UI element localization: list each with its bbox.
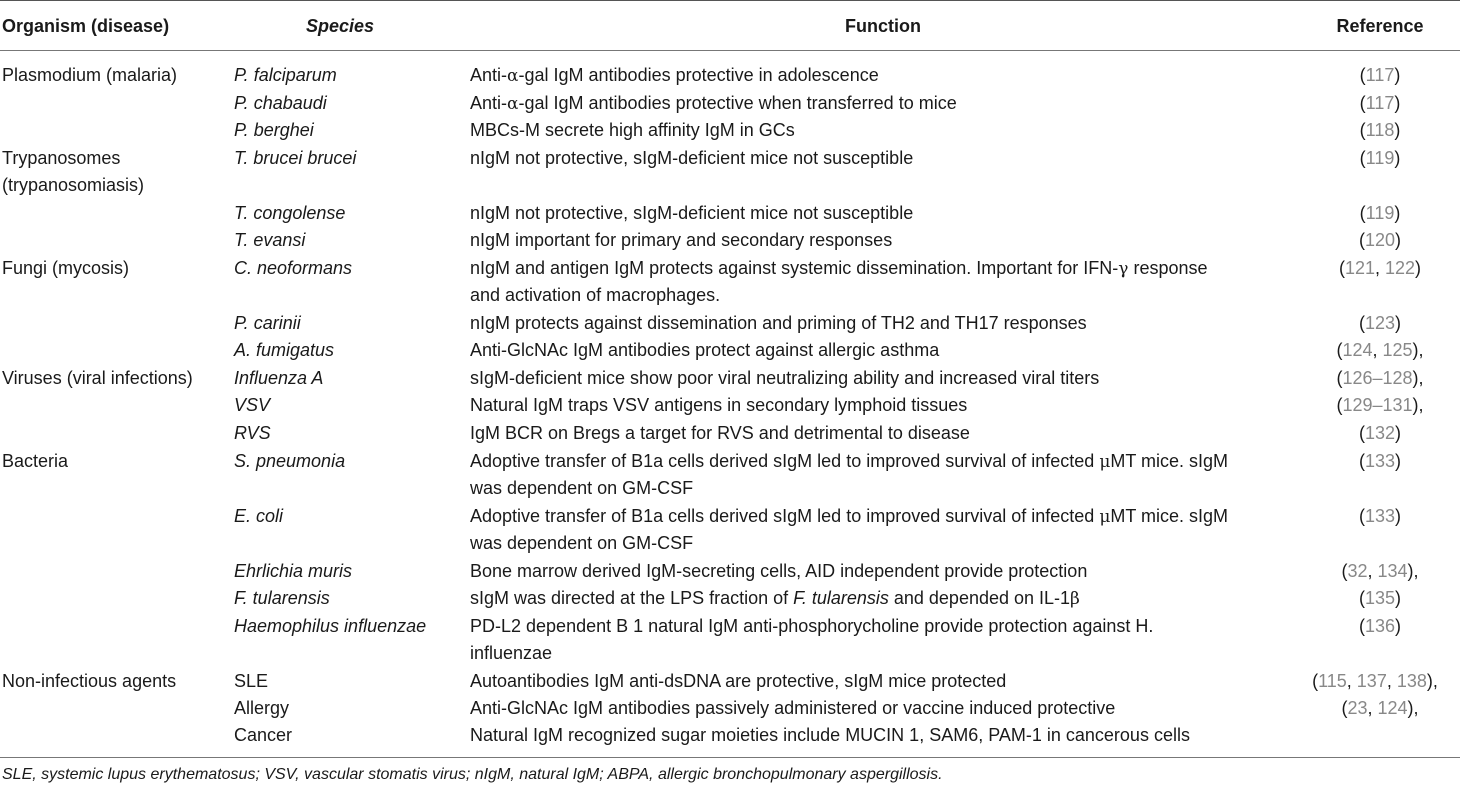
function-cell: nIgM important for primary and secondary responses (470, 230, 893, 250)
function-cell: nIgM protects against dissemination and priming of TH2 and TH17 responses (470, 313, 1087, 333)
species-cell: P. chabaudi (234, 93, 327, 113)
organism-cell: Plasmodium (malaria) (2, 65, 178, 85)
reference-cell: (118) (1359, 120, 1401, 140)
reference-link[interactable]: 120 (1364, 230, 1396, 250)
reference-cell: (32, 134), (1341, 561, 1419, 581)
organism-cell: Trypanosomes (2, 148, 121, 168)
species-cell: F. tularensis (234, 588, 330, 608)
reference-cell: (121, 122) (1338, 258, 1422, 278)
reference-link[interactable]: 122 (1385, 258, 1416, 278)
function-cell: Bone marrow derived IgM-secreting cells, AID independent provide protection (470, 561, 1088, 581)
reference-link[interactable]: 124 (1342, 340, 1373, 360)
function-cell: IgM BCR on Bregs a target for RVS and detrimental to disease (470, 423, 970, 443)
table-bottom-rule (0, 757, 1460, 758)
reference-link[interactable]: 32 (1347, 561, 1368, 581)
reference-cell: (126–128), (1336, 368, 1424, 388)
reference-link[interactable]: 115 (1318, 671, 1347, 691)
column-header-species: Species (306, 16, 375, 36)
function-cell-line2: was dependent on GM-CSF (470, 478, 694, 498)
table-footnote: SLE, systemic lupus erythematosus; VSV, vascular stomatis virus; nIgM, natural IgM; ABPA, allergic bronchopulmonary aspergillosis. (2, 766, 943, 783)
reference-cell: (129–131), (1336, 395, 1424, 415)
function-cell: nIgM not protective, sIgM-deficient mice not susceptible (470, 148, 914, 168)
reference-cell: (135) (1358, 588, 1402, 608)
organism-cell: Viruses (viral infections) (2, 368, 193, 388)
species-cell: SLE (234, 671, 269, 691)
reference-link[interactable]: 132 (1364, 423, 1396, 443)
reference-link[interactable]: 119 (1365, 148, 1395, 168)
reference-link[interactable]: 117 (1365, 65, 1395, 85)
function-cell: Natural IgM traps VSV antigens in secondary lymphoid tissues (470, 395, 968, 415)
species-cell: P. falciparum (234, 65, 337, 85)
reference-cell: (119) (1359, 148, 1401, 168)
reference-cell: (120) (1358, 230, 1402, 250)
reference-cell: (133) (1358, 506, 1402, 526)
species-cell: T. congolense (234, 203, 346, 223)
reference-link[interactable]: 23 (1347, 698, 1368, 718)
function-cell: nIgM and antigen IgM protects against systemic dissemination. Important for IFN-γ response (470, 258, 1208, 279)
reference-link[interactable]: 118 (1365, 120, 1395, 140)
function-cell: Adoptive transfer of B1a cells derived sIgM led to improved survival of infected μMT mice. sIgM (470, 506, 1229, 527)
reference-link[interactable]: 134 (1377, 561, 1408, 581)
function-cell-line2: influenzae (470, 643, 553, 663)
species-cell: Influenza A (234, 368, 324, 388)
species-cell: Haemophilus influenzae (234, 616, 427, 636)
organism-cell-line2: (trypanosomiasis) (2, 175, 145, 195)
function-cell: Anti-GlcNAc IgM antibodies passively administered or vaccine induced protective (470, 698, 1116, 718)
reference-cell: (123) (1358, 313, 1402, 333)
reference-cell: (132) (1358, 423, 1402, 443)
function-cell: sIgM was directed at the LPS fraction of F. tularensis and depended on IL-1β (470, 588, 1080, 609)
function-cell-line2: was dependent on GM-CSF (470, 533, 694, 553)
reference-cell: (115, 137, 138), (1312, 671, 1438, 691)
reference-cell: (23, 124), (1341, 698, 1419, 718)
species-cell: S. pneumonia (234, 451, 346, 471)
species-cell: E. coli (234, 506, 284, 526)
species-cell: Allergy (234, 698, 290, 718)
reference-cell: (133) (1358, 451, 1402, 471)
species-cell: P. berghei (234, 120, 314, 140)
species-cell: T. brucei brucei (234, 148, 357, 168)
reference-cell: (117) (1359, 93, 1401, 113)
function-cell: PD-L2 dependent B 1 natural IgM anti-phosphorycholine provide protection against H. (470, 616, 1154, 636)
function-cell: Natural IgM recognized sugar moieties include MUCIN 1, SAM6, PAM-1 in cancerous cells (470, 725, 1190, 745)
reference-cell: (117) (1359, 65, 1401, 85)
reference-link[interactable]: 124 (1377, 698, 1408, 718)
reference-link[interactable]: 119 (1365, 203, 1395, 223)
reference-link[interactable]: 126–128 (1342, 368, 1413, 388)
reference-cell: (119) (1359, 203, 1401, 223)
column-header-organism: Organism (disease) (2, 16, 170, 36)
species-cell: A. fumigatus (234, 340, 335, 360)
function-cell: Anti-α-gal IgM antibodies protective when transferred to mice (470, 93, 957, 114)
species-cell: Ehrlichia muris (234, 561, 353, 581)
organism-cell: Fungi (mycosis) (2, 258, 130, 278)
reference-link[interactable]: 121 (1344, 258, 1375, 278)
function-cell: MBCs-M secrete high affinity IgM in GCs (470, 120, 795, 140)
reference-link[interactable]: 138 (1396, 671, 1427, 691)
species-cell: RVS (234, 423, 271, 443)
header-rule (0, 50, 1460, 51)
function-cell: Anti-α-gal IgM antibodies protective in adolescence (470, 65, 879, 86)
species-cell: C. neoformans (234, 258, 353, 278)
function-cell: Adoptive transfer of B1a cells derived sIgM led to improved survival of infected μMT mice. sIgM (470, 451, 1229, 472)
reference-cell: (136) (1358, 616, 1402, 636)
organism-cell: Bacteria (2, 451, 69, 471)
function-cell: nIgM not protective, sIgM-deficient mice not susceptible (470, 203, 914, 223)
reference-link[interactable]: 123 (1364, 313, 1396, 333)
reference-link[interactable]: 129–131 (1342, 395, 1413, 415)
species-cell: VSV (234, 395, 271, 415)
reference-link[interactable]: 125 (1382, 340, 1413, 360)
function-cell: Autoantibodies IgM anti-dsDNA are protective, sIgM mice protected (470, 671, 1007, 691)
reference-link[interactable]: 133 (1364, 451, 1396, 471)
species-cell: P. carinii (234, 313, 301, 333)
reference-link[interactable]: 117 (1365, 93, 1395, 113)
function-cell-line2: and activation of macrophages. (470, 285, 721, 305)
reference-link[interactable]: 136 (1364, 616, 1396, 636)
reference-link[interactable]: 135 (1364, 588, 1396, 608)
organism-cell: Non-infectious agents (2, 671, 177, 691)
reference-cell: (124, 125), (1336, 340, 1424, 360)
function-cell: sIgM-deficient mice show poor viral neutralizing ability and increased viral titers (470, 368, 1100, 388)
function-cell: Anti-GlcNAc IgM antibodies protect against allergic asthma (470, 340, 940, 360)
reference-link[interactable]: 137 (1356, 671, 1387, 691)
column-header-function: Function (845, 16, 921, 36)
column-header-reference: Reference (1336, 16, 1424, 36)
species-cell: T. evansi (234, 230, 306, 250)
reference-link[interactable]: 133 (1364, 506, 1396, 526)
table-top-rule (0, 0, 1460, 1)
species-cell: Cancer (234, 725, 293, 745)
